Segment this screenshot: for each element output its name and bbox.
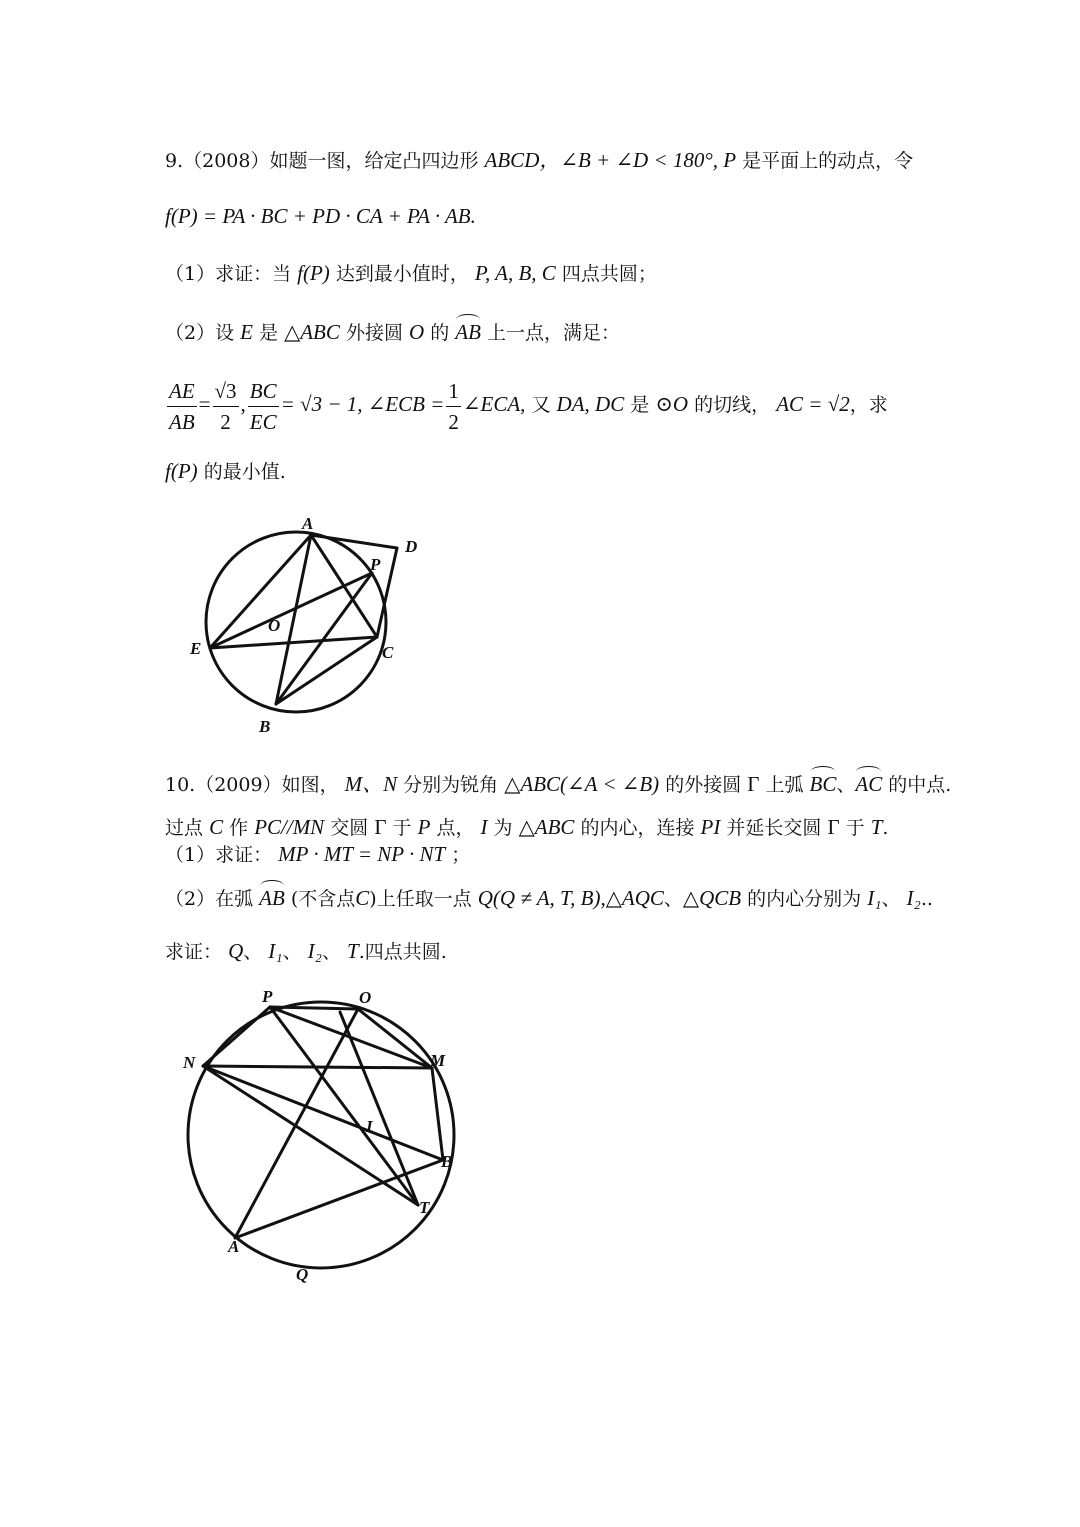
fp-definition: f(P) = PA · BC + PD · CA + PA · AB. [165,204,476,228]
fig1-label-p: P [370,555,381,574]
p10-text-d: 上弧 [765,774,804,796]
p10-part1-eq: MP · MT = NP · NT [278,842,446,866]
separator: 、 [836,774,856,796]
p9-line-1 [165,148,913,173]
fig1-label-b: B [259,717,271,736]
cond-is: 是 [630,394,650,416]
p9-heading-tail: 是平面上的动点，令 [742,150,914,172]
p10-l2-e: 点， [436,817,475,839]
arc-ab-2: AB [259,886,285,910]
p10-part1 [165,842,470,867]
circle-o: ⊙O [655,392,689,416]
p10-l2-i: 于 [845,817,865,839]
equals: = [198,392,211,416]
incenter-i2-2: I₂ [307,939,322,963]
fraction-half: $\frac{1}{2}$ [446,376,461,437]
fp-symbol-2: f(P) [165,459,198,483]
arc-bc: BC [809,772,837,796]
ac-value: AC = √2 [776,392,850,416]
points-mn: M、N [344,772,398,796]
incenter-i: I [480,815,488,839]
p10-line-1 [165,772,951,797]
p10-part2-b: (不含点 [290,888,356,910]
min-value-text: 的最小值. [203,461,286,483]
fig2-label-p: P [262,987,273,1006]
point-q-cond: Q(Q ≠ A, T, B), [477,886,606,910]
p9-last [165,459,286,484]
p10-text-e: 的中点. [888,774,952,796]
claim-end: .四点共圆. [358,941,447,963]
angle-eca: ∠ECA, [462,392,526,416]
fig1-label-c: C [382,643,394,662]
p10-l2-g: 的内心，连接 [580,817,695,839]
p9-formula [165,204,476,229]
gamma-symbol-3: Γ [827,815,840,839]
p10-l2-j: . [882,817,889,839]
gamma-symbol-2: Γ [374,815,387,839]
fraction-ae-ab: $\frac{AE}{AB}$ [167,376,197,437]
fp-symbol: f(P) [297,261,330,285]
point-c: C [209,815,224,839]
part2-end: 上一点，满足： [486,322,620,344]
sep-2: 、 [663,888,683,910]
figure-1 [180,505,440,745]
fig1-label-o: O [268,616,281,635]
p10-line-2 [165,815,888,840]
p10-heading: 10.（2009）如图， [165,774,339,796]
p10-l2-b: 作 [229,817,249,839]
figure-2 [175,980,485,1290]
part1-end: 四点共圆； [561,263,657,285]
sep-5: 、 [282,941,302,963]
circle-gamma [188,1002,454,1268]
p10-part2-prefix: （2）在弧 [165,888,254,910]
part1-text: 达到最小值时， [335,263,469,285]
sep-3: 、 [881,888,901,910]
fig1-label-d: D [405,537,418,556]
fraction-bc-ec: $\frac{BC}{EC}$ [248,376,279,437]
fig1-label-e: E [190,639,202,658]
acute-triangle: △ABC(∠A < ∠B) [504,772,660,796]
part2-circumcircle: 外接圆 [345,322,403,344]
fig2-label-o: O [359,988,372,1007]
quadrilateral-label: ABCD [484,148,540,172]
fraction-sqrt3-2: $\frac{√3}{2}$ [213,376,239,437]
condition-mid: = √3 − 1, ∠ECB = [280,392,445,416]
p10-l2-d: 于 [392,817,412,839]
cond-also: 又 [531,394,551,416]
fig1-label-a: A [302,514,314,533]
p10-text-c: 的外接圆 [665,774,742,796]
point-p: P [417,815,431,839]
concyclic-points: P, A, B, C [474,261,556,285]
point-e: E [240,320,253,344]
center-o: O [409,320,425,344]
fig2-label-q: Q [296,1265,309,1284]
point-t: T [870,815,883,839]
triangle-aqc: △AQC [605,886,664,910]
triangle-abc-2: △ABC [518,815,575,839]
fig2-label-i: I [366,1117,373,1136]
p10-part2-claim [165,939,447,964]
p10-part2-d: 的内心分别为 [747,888,862,910]
arc-ab: AB [455,320,481,344]
incenter-i1-2: I₁ [268,939,283,963]
incenter-i1: I₁ [867,886,882,910]
p10-l2-c: 交圆 [330,817,369,839]
segment-pi: PI [700,815,721,839]
p10-part2 [165,886,933,911]
fig2-label-m: M [430,1051,446,1070]
p10-part2-e: .. [920,888,933,910]
fig2-label-b: B [441,1152,453,1171]
p10-l2-h: 并延长交圆 [726,817,822,839]
point-q: Q [228,939,244,963]
claim-prefix: 求证： [165,941,223,963]
tangent-lines: DA, DC [556,392,625,416]
triangle-qcb: △QCB [682,886,742,910]
sep-6: 、 [321,941,341,963]
p10-part2-c: )上任取一点 [369,888,472,910]
triangle-abc: △ABC [284,320,340,344]
fig2-label-t: T [419,1198,430,1217]
part2-of: 的 [430,322,450,344]
part2-is: 是 [259,322,279,344]
sep-4: 、 [243,941,263,963]
cond-tangent: 的切线， [694,394,771,416]
point-c-2: C [355,886,370,910]
parallel-pc-mn: PC//MN [254,815,325,839]
p9-part1 [165,261,657,286]
p9-part2 [165,320,620,345]
angle-condition: ，∠B + ∠D < 180°, P [539,148,737,172]
p9-conditions: $\frac{AE}{AB}$ = $\frac{√3}{2}$ , $\frac{BC}{EC}$ = √3 − 1, ∠ECB = $\frac{1}{2}$ ∠ECA, 又 DA, DC 是 ⊙O 的切线， AC = √2，求 [165,373,888,437]
p10-part1-prefix: （1）求证： [165,844,273,866]
part1-prefix: （1）求证：当 [165,263,292,285]
p9-heading: 9.（2008）如题一图，给定凸四边形 [165,150,479,172]
fig2-label-a: A [228,1237,240,1256]
incenter-i2: I₂ [906,886,921,910]
part2-prefix: （2）设 [165,322,235,344]
p10-text-b: 分别为锐角 [403,774,499,796]
fig2-label-n: N [183,1053,196,1072]
p10-l2-f: 为 [493,817,513,839]
arc-ac: AC [855,772,883,796]
cond-find: ，求 [849,394,888,416]
p10-part1-end: ； [451,844,471,866]
point-t-2: T [347,939,359,963]
p10-l2-a: 过点 [165,817,204,839]
gamma-symbol: Γ [747,772,760,796]
